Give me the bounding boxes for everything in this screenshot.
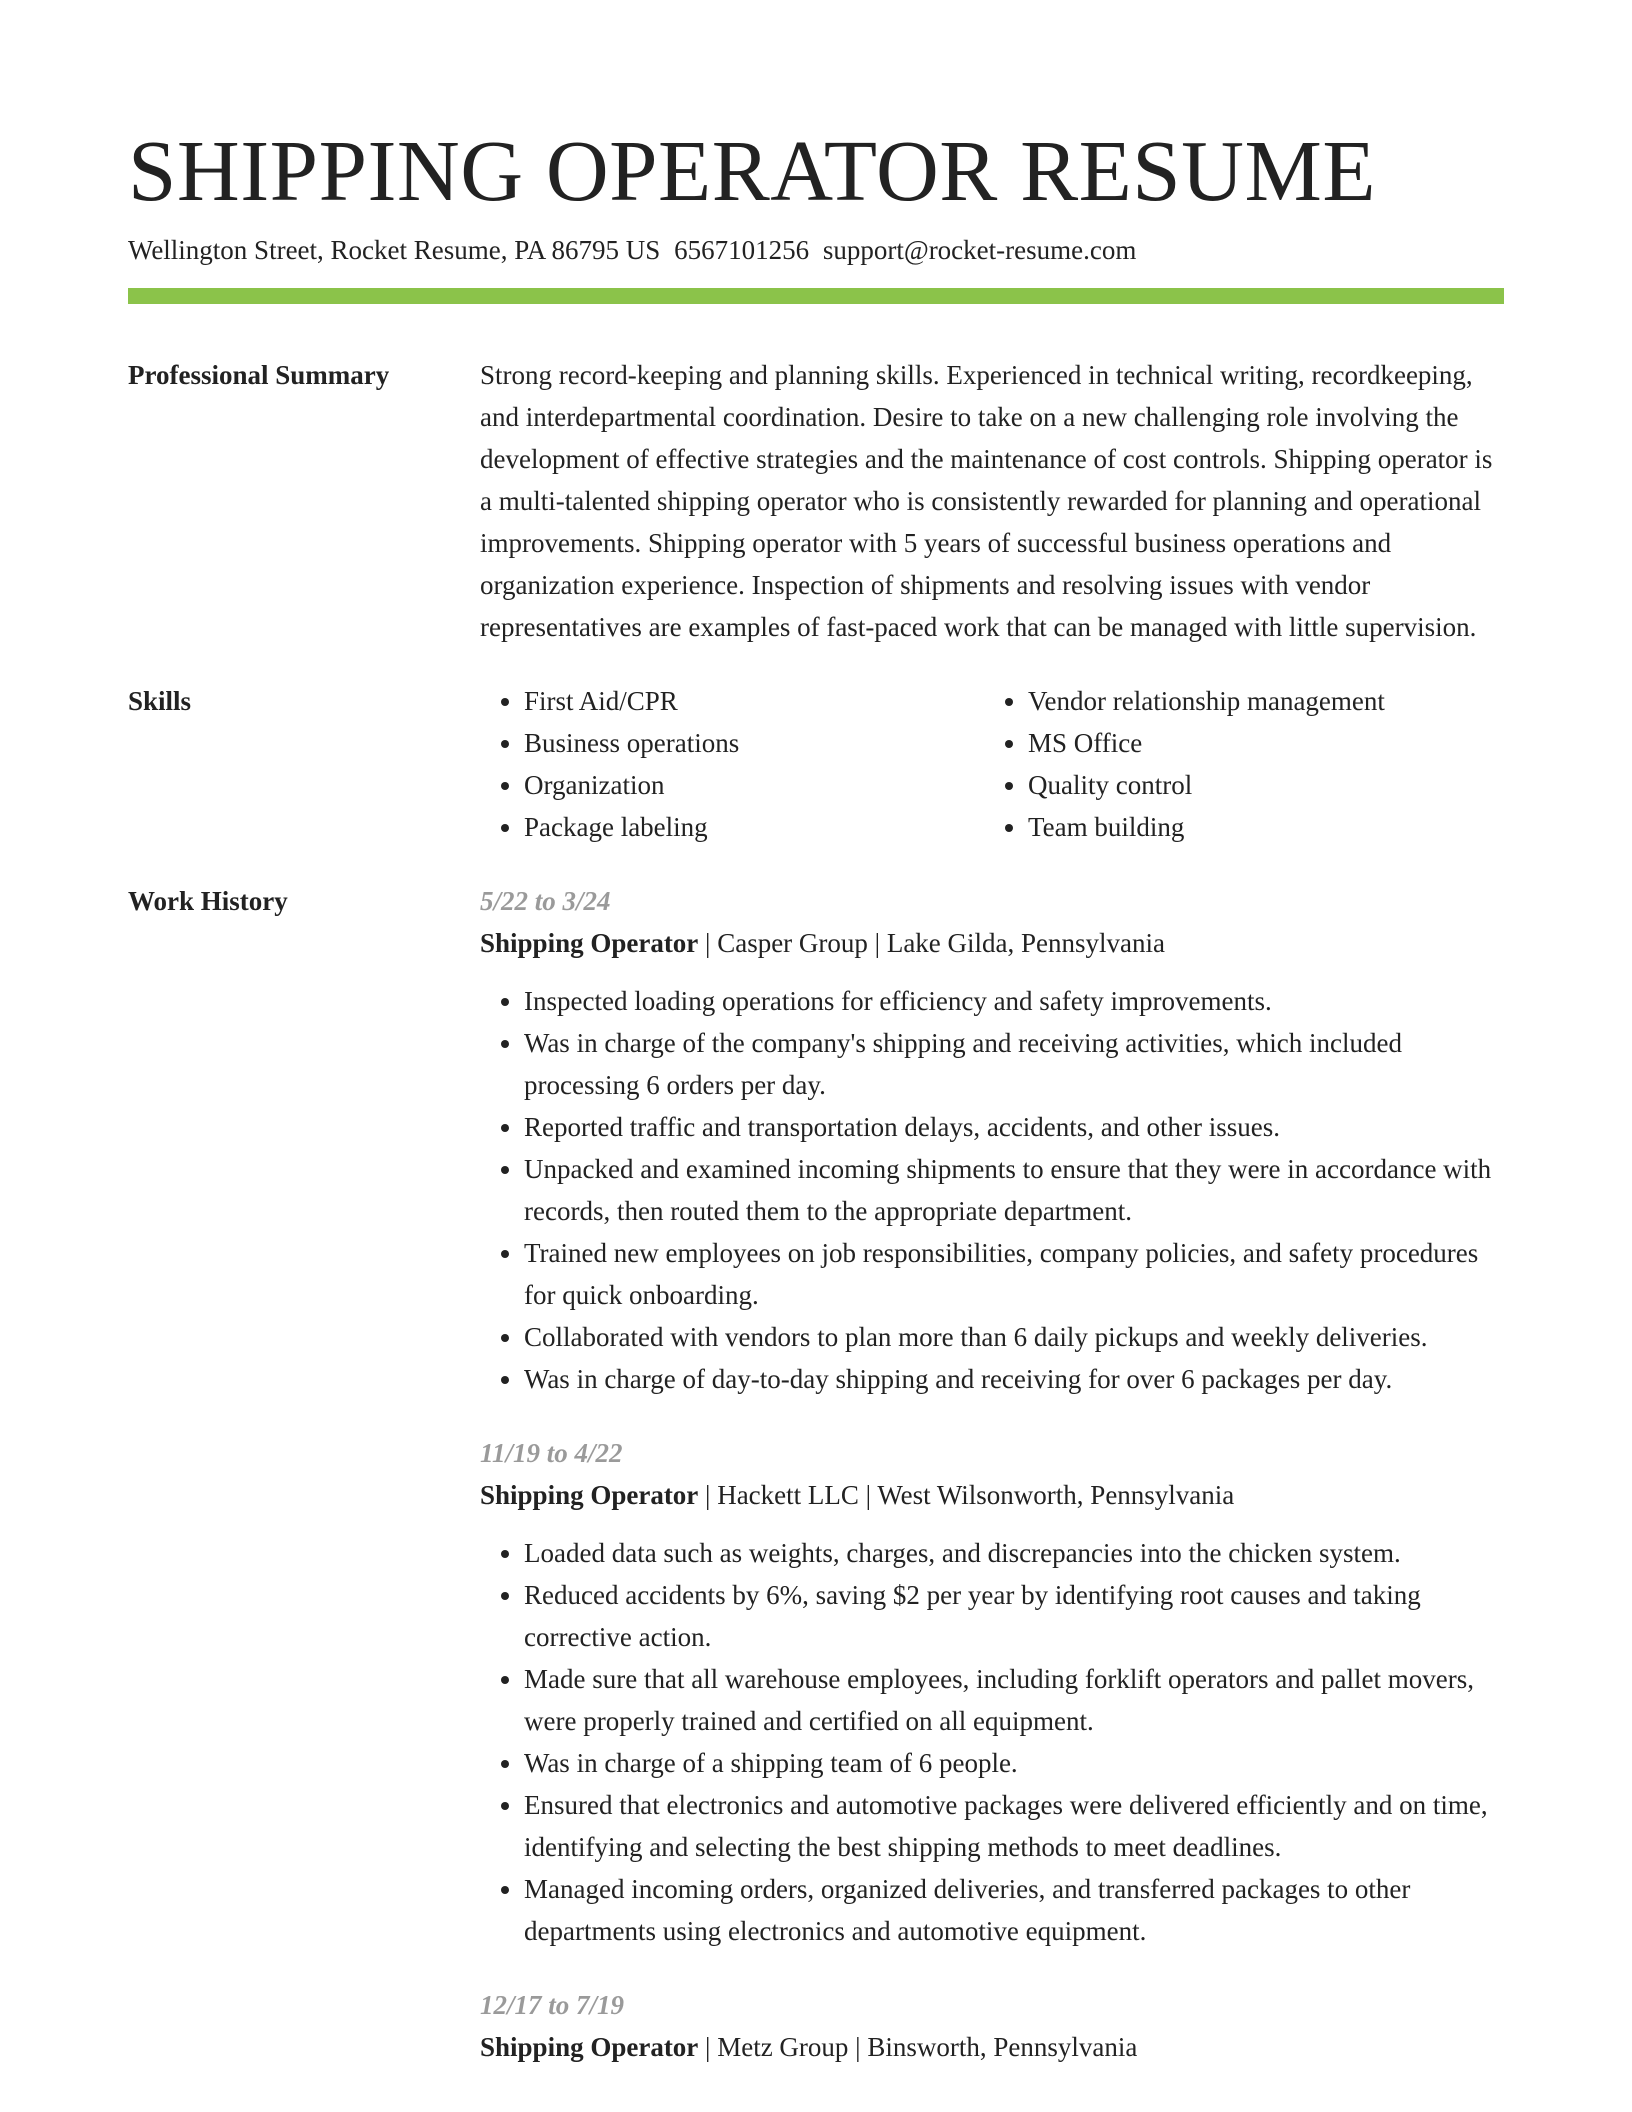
job-heading (480, 2026, 1504, 2068)
work-history-section (128, 880, 1504, 2100)
skills-list-right (984, 680, 1488, 848)
job-title: Shipping Operator (480, 2032, 699, 2062)
job-bullet: • Was in charge of a shipping team of 6 people. (524, 1742, 1504, 1784)
skill-item: • Vendor relationship management (1028, 680, 1488, 722)
skill-item: • Team building (1028, 806, 1488, 848)
job-bullet: • Unpacked and examined incoming shipments to ensure that they were in accordance with records, then routed them to the appropriate department. (524, 1148, 1504, 1232)
job-bullet: • Reduced accidents by 6%, saving $2 per year by identifying root causes and taking corrective action. (524, 1574, 1504, 1658)
skill-item: • Quality control (1028, 764, 1488, 806)
job-company-location: | Hackett LLC | West Wilsonworth, Pennsylvania (698, 1480, 1235, 1510)
job-dates: 12/17 to 7/19 (480, 1990, 625, 2020)
job-bullet: • Was in charge of day-to-day shipping and receiving for over 6 packages per day. (524, 1358, 1504, 1400)
job-bullet-list (480, 1532, 1504, 1952)
contact-email: support@rocket-resume.com (822, 235, 1137, 265)
job-title: Shipping Operator (480, 928, 699, 958)
job-entry (480, 1984, 1504, 2068)
job-bullet: • Collaborated with vendors to plan more than 6 daily pickups and weekly deliveries. (524, 1316, 1504, 1358)
section-label-summary: Professional Summary (128, 360, 390, 390)
skill-item: • Business operations (524, 722, 984, 764)
job-bullet: • Ensured that electronics and automotive packages were delivered efficiently and on time, identifying and selecting the best shipping methods to meet deadlines. (524, 1784, 1504, 1868)
job-bullet-list (480, 980, 1504, 1400)
job-heading (480, 1474, 1504, 1516)
job-bullet: • Loaded data such as weights, charges, and discrepancies into the chicken system. (524, 1532, 1504, 1574)
job-dates: 11/19 to 4/22 (480, 1438, 623, 1468)
job-bullet: • Managed incoming orders, organized deliveries, and transferred packages to other departments using electronics and automotive equipment. (524, 1868, 1504, 1952)
summary-text: Strong record-keeping and planning skills. Experienced in technical writing, recordkeeping, and interdepartmental coordination. Desire to take on a new challenging role involving the development of effective strategies and the maintenance of cost controls. Shipping operator is a multi-talented shipping operator who is consistently rewarded for planning and operational improvements. Shipping operator with 5 years of successful business operations and organization experience. Inspection of shipments and resolving issues with vendor representatives are examples of fast-paced work that can be managed with little supervision. (480, 360, 1493, 642)
contact-address: Wellington Street, Rocket Resume, PA 86795 US (128, 235, 661, 265)
summary-body (480, 354, 1504, 648)
skill-item: • Package labeling (524, 806, 984, 848)
work-history-body (480, 880, 1504, 2100)
skill-item: • Organization (524, 764, 984, 806)
job-bullet: • Made sure that all warehouse employees, including forklift operators and pallet movers, were properly trained and certified on all equipment. (524, 1658, 1504, 1742)
professional-summary-section (128, 354, 1504, 648)
resume-title: SHIPPING OPERATOR RESUME (128, 122, 1376, 219)
skills-list-left (480, 680, 984, 848)
job-heading (480, 922, 1504, 964)
contact-phone: 6567101256 (674, 235, 810, 265)
job-bullet: • Was in charge of the company's shipping and receiving activities, which included processing 6 orders per day. (524, 1022, 1504, 1106)
section-label-skills: Skills (128, 686, 192, 716)
job-dates: 5/22 to 3/24 (480, 886, 611, 916)
job-entry (480, 1432, 1504, 1952)
skill-item: • First Aid/CPR (524, 680, 984, 722)
job-company-location: | Metz Group | Binsworth, Pennsylvania (698, 2032, 1138, 2062)
contact-line (128, 232, 1504, 268)
job-entry (480, 880, 1504, 1400)
skill-item: • MS Office (1028, 722, 1488, 764)
job-bullet: • Inspected loading operations for efficiency and safety improvements. (524, 980, 1504, 1022)
skills-columns (480, 680, 1504, 848)
job-title: Shipping Operator (480, 1480, 699, 1510)
skills-section (128, 680, 1504, 848)
job-bullet: • Trained new employees on job responsibilities, company policies, and safety procedures for quick onboarding. (524, 1232, 1504, 1316)
job-company-location: | Casper Group | Lake Gilda, Pennsylvania (698, 928, 1165, 958)
section-label-work: Work History (128, 886, 288, 916)
accent-divider (128, 288, 1504, 304)
job-bullet: • Reported traffic and transportation delays, accidents, and other issues. (524, 1106, 1504, 1148)
